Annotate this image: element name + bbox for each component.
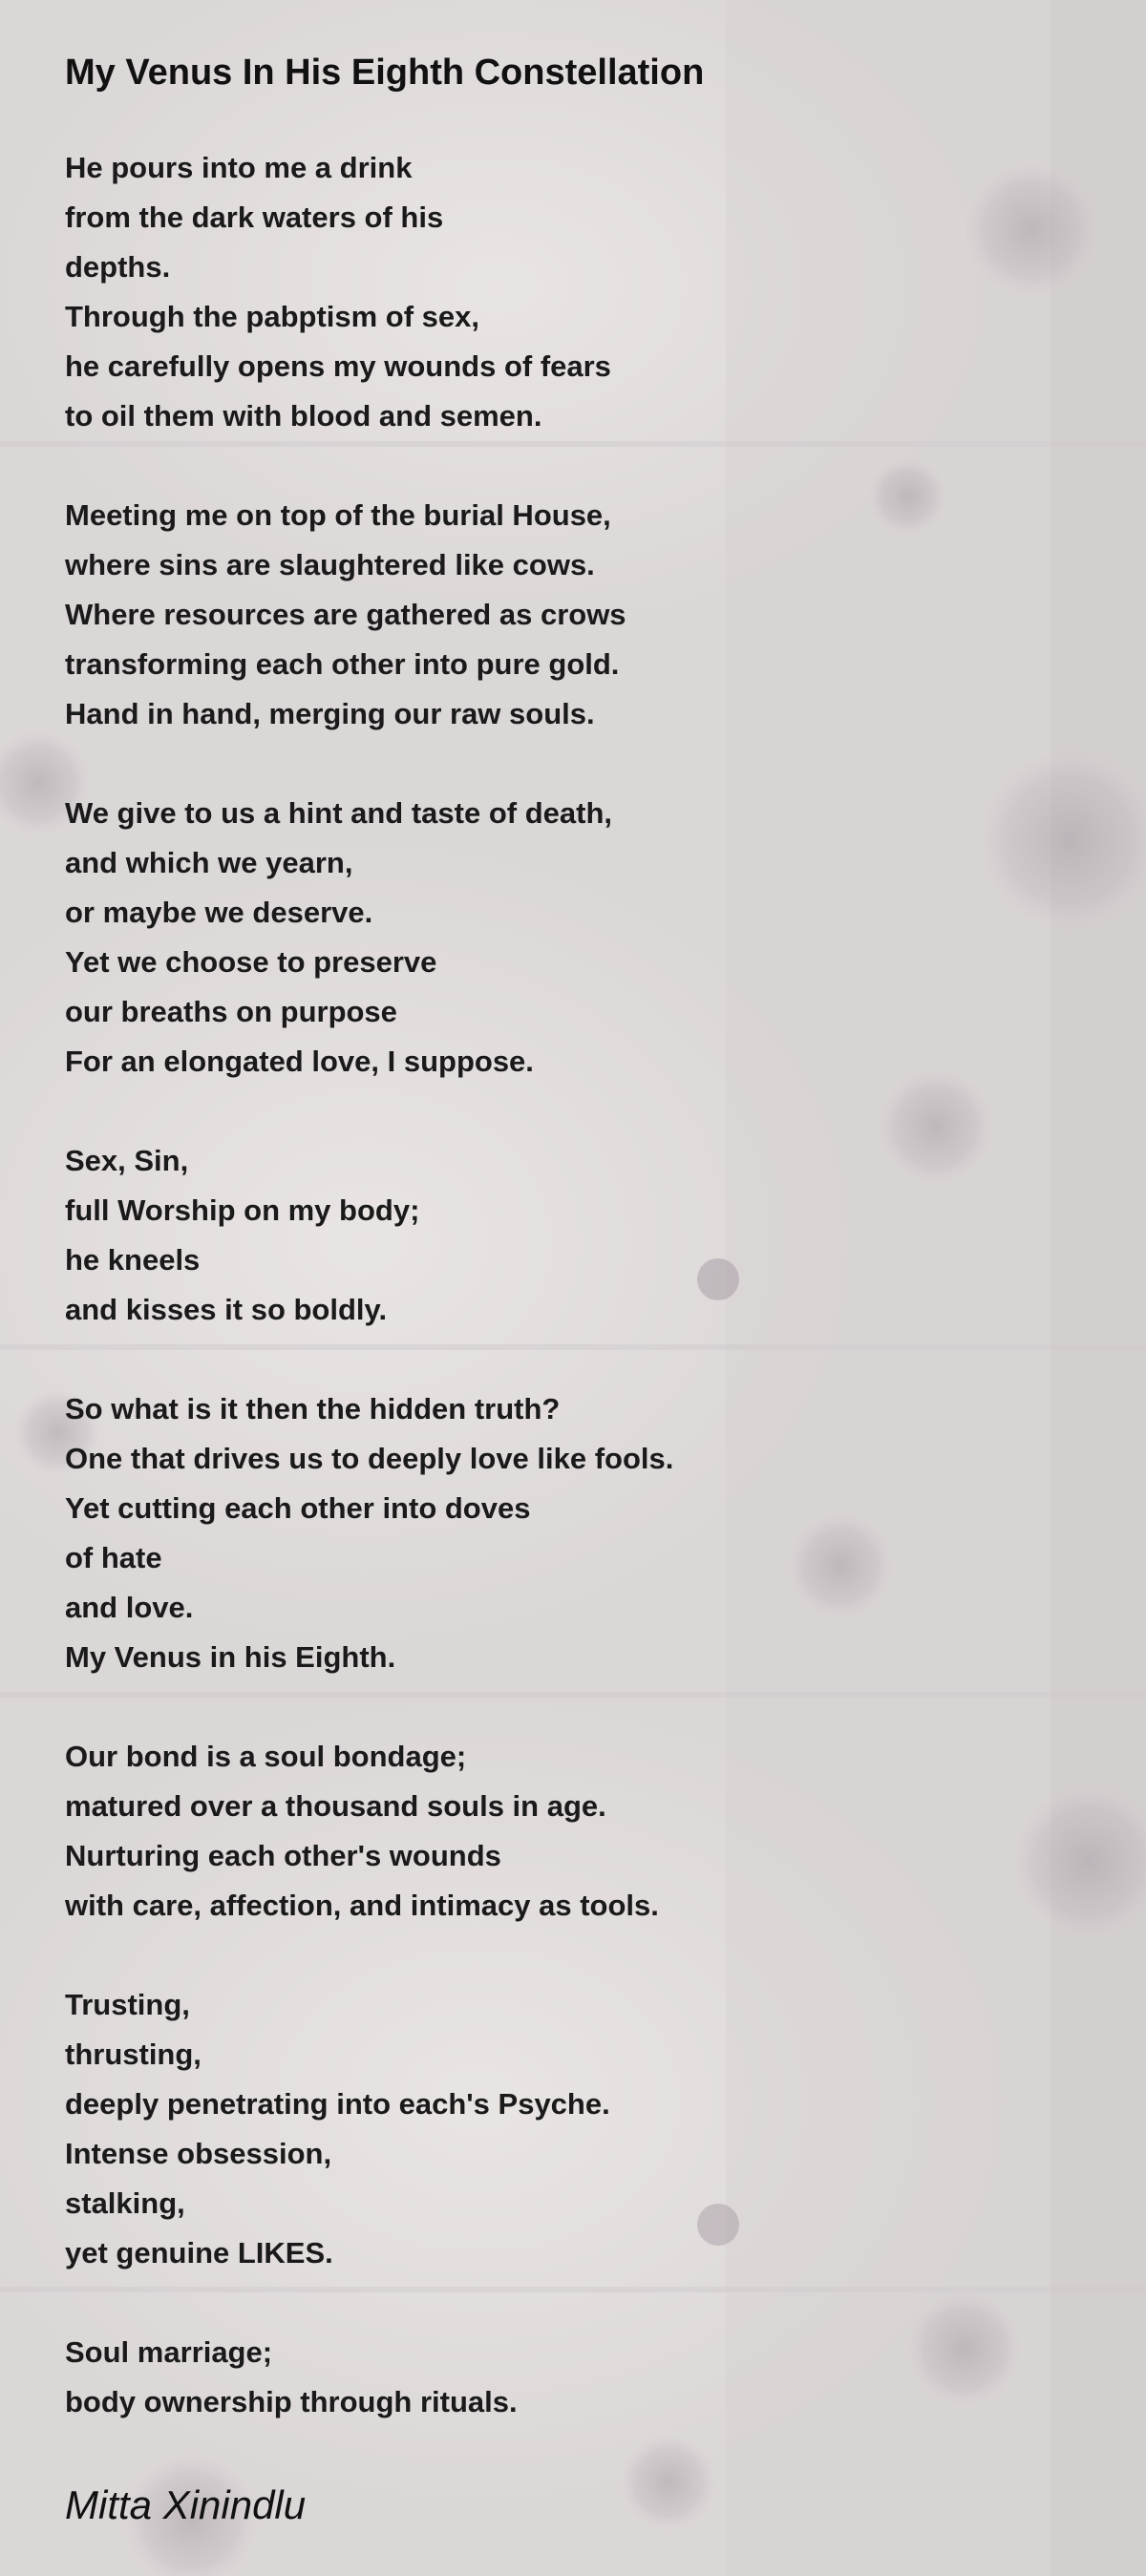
poem-body <box>65 143 673 2477</box>
poem-title: My Venus In His Eighth Constellation <box>65 53 705 93</box>
poem-line: with care, affection, and intimacy as tools. <box>65 1889 659 1922</box>
poem-line: yet genuine LIKES. <box>65 2236 333 2270</box>
poem-line: and love. <box>65 1591 194 1624</box>
poem-line: Our bond is a soul bondage; <box>65 1740 467 1773</box>
poem-line: Intense obsession, <box>65 2137 332 2170</box>
poem-line: Hand in hand, merging our raw souls. <box>65 697 595 730</box>
poem-line: depths. <box>65 250 171 284</box>
poem-line: One that drives us to deeply love like fools. <box>65 1442 674 1475</box>
stanza-7 <box>65 1980 673 2278</box>
poem-line: thrusting, <box>65 2038 202 2071</box>
poem-line: our breaths on purpose <box>65 995 397 1028</box>
stanza-2 <box>65 491 673 739</box>
poem-line: transforming each other into pure gold. <box>65 647 620 681</box>
poem-author: Mitta Xinindlu <box>65 2482 307 2527</box>
poem-line: My Venus in his Eighth. <box>65 1640 396 1674</box>
poem-line: deeply penetrating into each's Psyche. <box>65 2087 610 2121</box>
poem-line: Meeting me on top of the burial House, <box>65 498 611 532</box>
poem-line: he kneels <box>65 1243 201 1277</box>
poem-line: Nurturing each other's wounds <box>65 1839 501 1872</box>
poem-line: of hate <box>65 1541 162 1574</box>
poem-line: matured over a thousand souls in age. <box>65 1789 606 1823</box>
stanza-6 <box>65 1732 673 1931</box>
poem-line: to oil them with blood and semen. <box>65 399 542 433</box>
poem-line: For an elongated love, I suppose. <box>65 1045 534 1078</box>
poem-line: from the dark waters of his <box>65 201 444 234</box>
poem-line: Yet we choose to preserve <box>65 945 437 979</box>
stanza-8 <box>65 2328 673 2427</box>
poem-line: where sins are slaughtered like cows. <box>65 548 595 581</box>
poem-line: We give to us a hint and taste of death, <box>65 796 613 830</box>
poem-line: Yet cutting each other into doves <box>65 1491 531 1525</box>
poem-line: and which we yearn, <box>65 846 353 879</box>
poem-line: Trusting, <box>65 1988 190 2021</box>
poem-line: body ownership through rituals. <box>65 2385 518 2418</box>
poem-line: Through the pabptism of sex, <box>65 300 480 333</box>
stanza-1 <box>65 143 673 441</box>
poem-line: Sex, Sin, <box>65 1144 189 1177</box>
poem-line: Soul marriage; <box>65 2335 273 2369</box>
poem-line: he carefully opens my wounds of fears <box>65 349 611 383</box>
poem-line: full Worship on my body; <box>65 1193 420 1227</box>
poem-line: and kisses it so boldly. <box>65 1293 388 1326</box>
stanza-4 <box>65 1136 673 1335</box>
stanza-5 <box>65 1384 673 1682</box>
poem-line: Where resources are gathered as crows <box>65 598 626 631</box>
stanza-3 <box>65 789 673 1087</box>
poem-line: He pours into me a drink <box>65 151 413 184</box>
poem-line: or maybe we deserve. <box>65 896 373 929</box>
poem-line: stalking, <box>65 2186 185 2220</box>
poem-line: So what is it then the hidden truth? <box>65 1392 561 1425</box>
